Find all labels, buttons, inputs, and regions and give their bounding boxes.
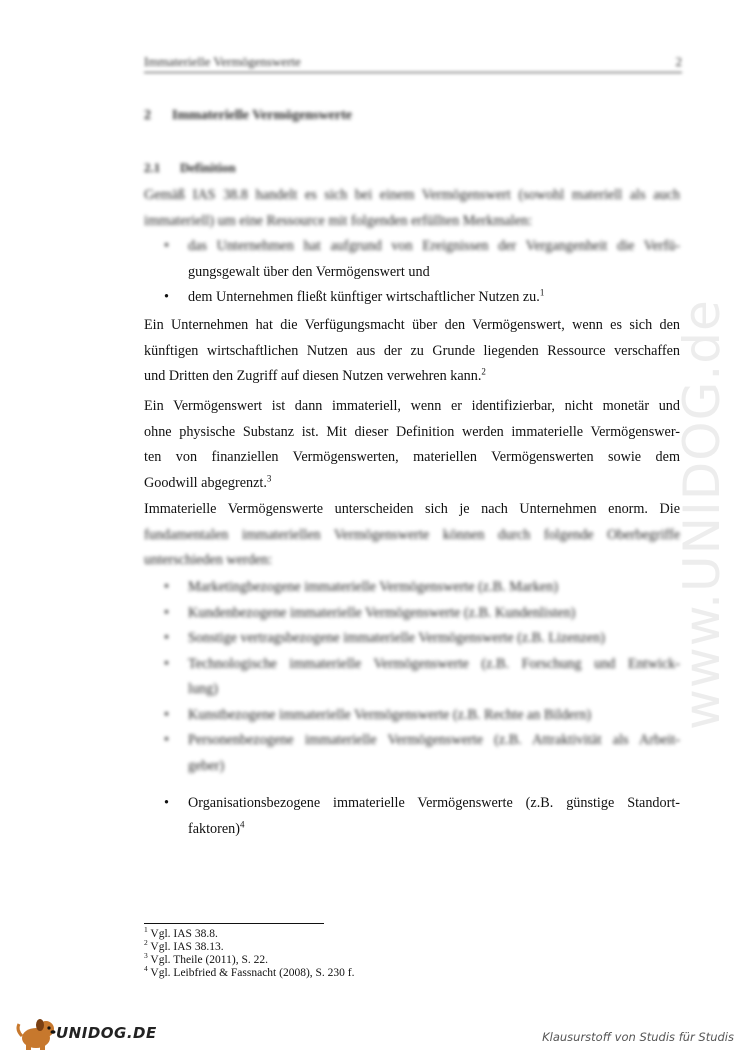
bullet-icon: • [164,238,169,254]
footnote-ref: 4 [240,818,245,829]
list-item [144,601,680,627]
chapter-number: 2 [144,108,151,123]
intro-line: Gemäß IAS 38.8 handelt es sich bei einem Vermögenswert (sowohl materiell als auch [144,187,680,203]
list-item [144,728,680,779]
bullet-icon: • [164,732,169,748]
list-item [144,626,680,652]
footnote-text: Vgl. Leibfried & Fassnacht (2008), S. 230 f. [150,967,355,979]
footnote-ref: 2 [481,366,486,377]
paragraph-line: künftigen wirtschaftlichen Nutzen aus der zu Grunde liegenden Ressource verschaffen [144,342,680,359]
header-title: Immaterielle Vermögenswerte [144,54,301,69]
categories-list [144,575,680,779]
bullet-icon: • [164,706,169,723]
bullet-icon: • [164,630,169,646]
bullet-icon: • [164,579,169,595]
list-item [144,703,680,729]
footnote-divider [144,923,324,924]
intangible-paragraph [144,394,680,496]
footnote-text: Vgl. IAS 38.8. [150,928,218,940]
paragraph-line: Goodwill abgegrenzt. [144,474,267,491]
paragraph-line: fundamentalen immateriellen Vermögenswerte können durch folgende Oberbegriffe [144,526,680,543]
intro-paragraph [144,183,680,234]
paragraph-line: ohne physische Substanz ist. Mit dieser Definition werden immaterielle Vermögenswer- [144,423,680,440]
chapter-title: Immaterielle Vermögenswerte [172,108,352,123]
list-item-line: das Unternehmen hat aufgrund von Ereignissen der Vergangenheit die Verfü- [188,238,680,254]
footnote [144,964,355,980]
list-item-line: dem Unternehmen fließt künftiger wirtschaftlicher Nutzen zu. [188,289,540,305]
paragraph-line: unterschieden werden: [144,552,273,568]
categories-paragraph [144,497,680,574]
footnote-number: 3 [144,951,148,961]
tagline: Klausurstoff von Studis für Studis [542,1030,734,1044]
list-item [144,234,680,285]
footnote [144,951,355,967]
section-heading [144,160,236,176]
section-title: Definition [180,160,236,175]
bullet-icon: • [164,604,169,621]
footnote-text: Vgl. IAS 38.13. [150,941,224,953]
paragraph-line: Ein Vermögenswert ist dann immateriell, wenn er identifizierbar, nicht monetär und [144,398,680,414]
list-item [144,652,680,703]
footnote-ref: 1 [539,287,545,298]
paragraph-line: Immaterielle Vermögenswerte unterscheiden sich je nach Unternehmen enorm. Die [144,501,680,517]
footnote-number: 2 [144,938,148,948]
running-header [144,54,682,73]
footnotes [144,925,355,980]
footnote-number: 1 [144,925,148,935]
list-item [144,791,680,842]
list-item-line: lung) [188,681,218,697]
footnote [144,938,355,954]
list-item-line: Organisationsbezogene immaterielle Vermögenswerte (z.B. günstige Standort- [188,795,680,811]
chapter-heading [144,108,352,124]
paragraph-line: ten von finanziellen Vermögenswerten, materiellen Vermögenswerten sowie dem [144,449,680,465]
bullet-icon: • [164,655,169,672]
list-item-line: Marketingbezogene immaterielle Vermögenswerte (z.B. Marken) [188,579,559,595]
list-item-line: geber) [188,757,225,774]
criteria-list [144,234,680,311]
list-item [144,575,680,601]
list-item-line: Kunstbezogene immaterielle Vermögenswerte (z.B. Rechte an Bildern) [188,706,592,723]
footnote-text: Vgl. Theile (2011), S. 22. [150,954,268,966]
bullet-icon: • [164,795,169,811]
footnote [144,925,355,941]
intro-line: immateriell) um eine Ressource mit folgenden erfüllten Merkmalen: [144,212,533,229]
list-item-line: Sonstige vertragsbezogene immaterielle Vermögenswerte (z.B. Lizenzen) [188,630,605,646]
list-item-line: gungsgewalt über den Vermögenswert und [188,263,430,280]
categories-list-continued [144,791,680,842]
list-item-line: faktoren) [188,820,240,837]
list-item-line: Personenbezogene immaterielle Vermögenswerte (z.B. Attraktivität als Arbeit- [188,732,680,748]
bullet-icon: • [164,289,169,305]
control-paragraph [144,313,680,390]
logo-text: UNIDOG.DE [56,1024,157,1042]
page-number: 2 [675,54,682,69]
watermark-text: www.UNIDOG.de [673,299,731,731]
section-number: 2.1 [144,160,161,175]
list-item [144,285,680,311]
paragraph-line: Ein Unternehmen hat die Verfügungsmacht über den Vermögenswert, wenn es sich den [144,317,680,333]
paragraph-line: und Dritten den Zugriff auf diesen Nutzen verwehren kann. [144,368,482,384]
list-item-line: Kundenbezogene immaterielle Vermögenswerte (z.B. Kundenlisten) [188,604,576,621]
list-item-line: Technologische immaterielle Vermögenswerte (z.B. Forschung und Entwick- [188,655,680,672]
footnote-number: 4 [144,964,148,974]
footnote-ref: 3 [266,472,272,483]
